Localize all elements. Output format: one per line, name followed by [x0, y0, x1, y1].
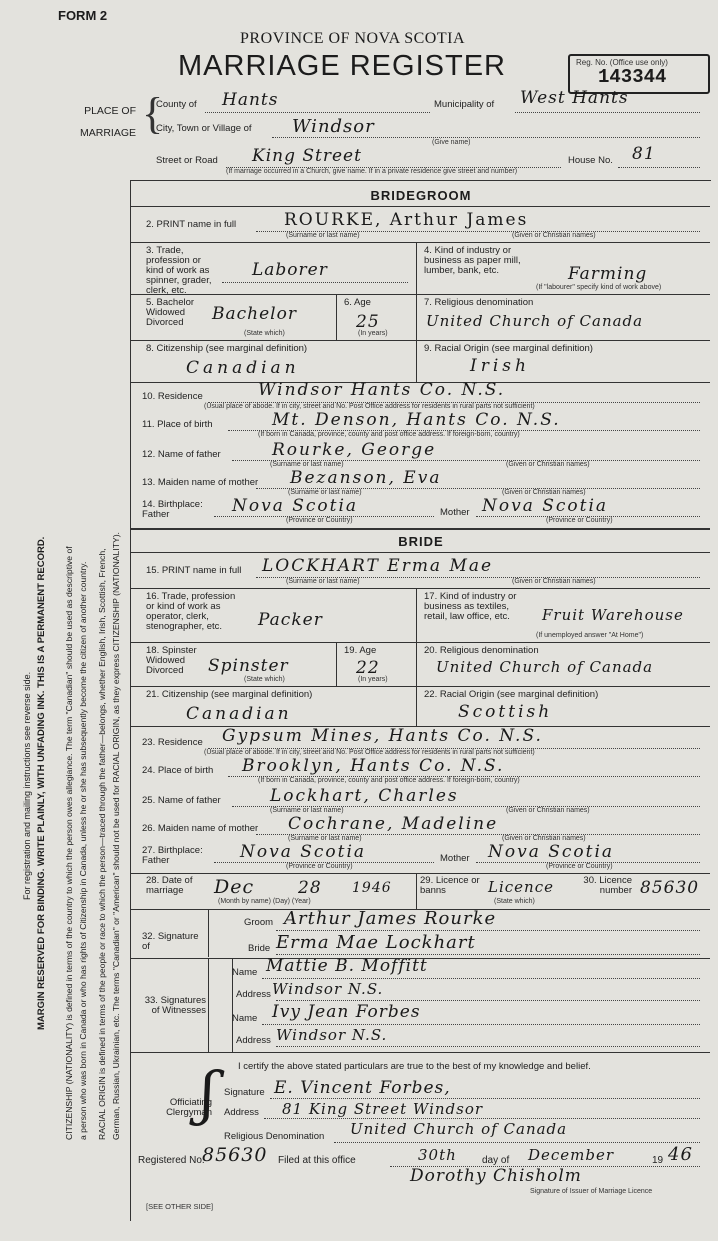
bride-state-note: (State which) [244, 676, 285, 683]
bride-status-label: 18. Spinster Widowed Divorced [146, 645, 197, 676]
house-value: 81 [632, 144, 656, 164]
groom-religion-label: 7. Religious denomination [424, 297, 534, 308]
bride-mother-label: 26. Maiden name of mother [142, 823, 259, 834]
clergyman-label: Officiating Clergyman [166, 1097, 212, 1118]
municipality-label: Municipality of [434, 99, 495, 110]
groom-residence-value: Windsor Hants Co. N.S. [258, 380, 506, 400]
bride-birth-label: 24. Place of birth [142, 765, 214, 776]
filed-month-value: December [528, 1146, 615, 1164]
bride-age-label: 19. Age [344, 645, 377, 656]
city-label: City, Town or Village of [156, 123, 252, 134]
groom-bp-father-note: (Province or Country) [286, 517, 353, 524]
page-title: MARRIAGE REGISTER [178, 50, 506, 82]
bride-mother-given-note: (Given or Christian names) [502, 835, 586, 842]
bride-signature: Erma Mae Lockhart [276, 932, 476, 953]
bride-name-value: LOCKHART Erma Mae [262, 556, 494, 576]
w1-name-value: Mattie B. Moffitt [266, 956, 428, 976]
groom-birthplace-label: 14. Birthplace: Father [142, 499, 203, 520]
groom-residence-note: (Usual place of abode. If in city, street and No. Post Office address for residents in rural parts not sufficient) [204, 403, 535, 410]
w1-address-label: Address [236, 989, 271, 1000]
margin-racial-2: German, Russian, Ukrainian, etc. The terms "Canadian" or "American" should not be used for RACIAL ORIGIN, as they express CITIZENSHIP (NATIONALITY). [111, 532, 121, 1140]
bride-residence-value: Gypsum Mines, Hants Co. N.S. [222, 726, 543, 746]
groom-years-note: (In years) [358, 330, 388, 337]
bride-bp-mother-value: Nova Scotia [488, 842, 615, 862]
clergy-denomination-label: Religious Denomination [224, 1131, 325, 1142]
bride-father-surname-note: (Surname or last name) [270, 807, 344, 814]
groom-given-note: (Given or Christian names) [512, 232, 596, 239]
groom-mother-label: 13. Maiden name of mother [142, 477, 259, 488]
marriage-date-note: (Month by name) (Day) (Year) [218, 898, 311, 905]
bride-given-note: (Given or Christian names) [512, 578, 596, 585]
clergy-signature-value: E. Vincent Forbes, [274, 1078, 451, 1098]
bride-industry-note: (If unemployed answer "At Home") [536, 632, 644, 639]
groom-status-label: 5. Bachelor Widowed Divorced [146, 297, 195, 328]
county-value: Hants [222, 90, 279, 110]
reg-no-label: Reg. No. (Office use only) [576, 58, 668, 67]
city-value: Windsor [292, 116, 375, 137]
form-number: FORM 2 [58, 8, 108, 23]
w2-name-label: Name [232, 1013, 258, 1024]
bride-sign-label: Bride [248, 943, 271, 954]
place-label: PLACE OF MARRIAGE [79, 105, 136, 139]
bride-mother-value: Cochrane, Madeline [288, 814, 499, 834]
margin-binding-note: MARGIN RESERVED FOR BINDING. WRITE PLAINLY, WITH UNFADING INK. THIS IS A PERMANENT RECORD. [36, 536, 47, 1030]
licence-number-value: 85630 [640, 878, 700, 898]
street-label: Street or Road [156, 155, 218, 166]
w1-address-value: Windsor N.S. [272, 980, 384, 998]
bride-age-value: 22 [356, 658, 380, 678]
place-note: (If marriage occurred in a Church, give name. If in a private residence give street and number) [226, 168, 518, 175]
groom-father-surname-note: (Surname or last name) [270, 461, 344, 468]
bride-religion-value: United Church of Canada [436, 658, 654, 676]
groom-industry-note: (If "labourer" specify kind of work above) [536, 284, 662, 291]
bride-father-given-note: (Given or Christian names) [506, 807, 590, 814]
licence-state-note: (State which) [494, 898, 535, 905]
groom-citizenship-label: 8. Citizenship (see marginal definition) [146, 343, 308, 354]
groom-racial-value: Irish [470, 356, 530, 376]
bride-citizenship-value: Canadian [186, 704, 292, 724]
w2-name-value: Ivy Jean Forbes [272, 1002, 421, 1022]
groom-bp-mother-value: Nova Scotia [482, 496, 609, 516]
clergy-address-label: Address [224, 1107, 259, 1118]
street-value: King Street [252, 146, 362, 166]
bride-surname-note: (Surname or last name) [286, 578, 360, 585]
bride-industry-value: Fruit Warehouse [542, 606, 684, 624]
year-prefix: 19 [652, 1155, 664, 1166]
bride-religion-label: 20. Religious denomination [424, 645, 539, 656]
issuer-signature: Dorothy Chisholm [410, 1166, 582, 1186]
province-heading: PROVINCE OF NOVA SCOTIA [240, 30, 466, 47]
groom-birth-value: Mt. Denson, Hants Co. N.S. [272, 410, 561, 430]
signature-of-label: 32. Signature of [142, 931, 199, 952]
reg-no-value: 143344 [598, 66, 667, 88]
bride-heading: BRIDE [398, 534, 444, 549]
clergy-signature-label: Signature [224, 1087, 265, 1098]
clergy-address-value: 81 King Street Windsor [282, 1100, 484, 1118]
bride-racial-value: Scottish [458, 702, 553, 722]
witnesses-label: 33. Signatures of Witnesses [144, 995, 206, 1016]
groom-bp-father-value: Nova Scotia [232, 496, 359, 516]
clergy-flourish: ʃ [200, 1059, 217, 1127]
bride-years-note: (In years) [358, 676, 388, 683]
issuer-label: Signature of Issuer of Marriage Licence [530, 1188, 653, 1195]
w1-name-label: Name [232, 967, 258, 978]
marriage-date-label: 28. Date of marriage [146, 875, 193, 896]
bride-name-label: 15. PRINT name in full [146, 565, 242, 576]
bride-bp-father-value: Nova Scotia [240, 842, 367, 862]
certify-text: I certify the above stated particulars are true to the best of my knowledge and belief. [238, 1061, 591, 1072]
bride-citizenship-label: 21. Citizenship (see marginal definition) [146, 689, 313, 700]
groom-mother-given-note: (Given or Christian names) [502, 489, 586, 496]
groom-trade-value: Laborer [252, 260, 328, 280]
groom-name-value: ROURKE, Arthur James [284, 210, 529, 230]
groom-bp-mother-label: Mother [440, 507, 470, 518]
bride-racial-label: 22. Racial Origin (see marginal definition) [424, 689, 599, 700]
filed-year-value: 46 [668, 1144, 693, 1165]
groom-sign-label: Groom [244, 917, 274, 928]
margin-racial-1: RACIAL ORIGIN is defined in terms of the people or race to which the person—traced through the father—belongs, whether English, Irish, Scottish, French, [97, 548, 107, 1140]
bride-trade-label: 16. Trade, profession or kind of work as operator, clerk, stenographer, etc. [146, 591, 236, 632]
groom-father-given-note: (Given or Christian names) [506, 461, 590, 468]
licence-value: Licence [488, 878, 554, 896]
bride-industry-label: 17. Kind of industry or business as textiles, retail, law office, etc. [424, 591, 517, 622]
bride-birthplace-label: 27. Birthplace: Father [142, 845, 203, 866]
bride-mother-surname-note: (Surname or last name) [288, 835, 362, 842]
margin-instructions-note: For registration and mailing instructions see reverse side. [22, 671, 32, 900]
w2-address-value: Windsor N.S. [276, 1026, 388, 1044]
groom-father-label: 12. Name of father [142, 449, 221, 460]
groom-citizenship-value: Canadian [186, 358, 300, 378]
brace: { [142, 89, 164, 138]
groom-mother-value: Bezanson, Eva [290, 468, 442, 488]
bride-bp-father-note: (Province or Country) [286, 863, 353, 870]
groom-racial-label: 9. Racial Origin (see marginal definition) [424, 343, 593, 354]
bride-trade-value: Packer [258, 610, 323, 630]
clergy-denomination-value: United Church of Canada [350, 1120, 568, 1138]
filed-day-value: 30th [418, 1146, 457, 1164]
bride-bp-mother-label: Mother [440, 853, 470, 864]
marriage-month-value: Dec [214, 876, 255, 898]
house-label: House No. [568, 155, 613, 166]
groom-bp-mother-note: (Province or Country) [546, 517, 613, 524]
bride-residence-label: 23. Residence [142, 737, 203, 748]
groom-residence-label: 10. Residence [142, 391, 203, 402]
groom-state-note: (State which) [244, 330, 285, 337]
groom-mother-surname-note: (Surname or last name) [288, 489, 362, 496]
marriage-year-value: 1946 [352, 880, 392, 896]
bride-birth-note: (If born in Canada, province, county and post office address. If foreign-born, country) [258, 777, 520, 784]
give-name-note: (Give name) [432, 139, 471, 146]
licence-label: 29. Licence or banns [420, 875, 480, 896]
groom-industry-label: 4. Kind of industry or business as paper mill, lumber, bank, etc. [424, 245, 521, 276]
bride-father-label: 25. Name of father [142, 795, 221, 806]
groom-father-value: Rourke, George [272, 440, 437, 460]
day-of-label: day of [482, 1155, 510, 1166]
bride-bp-mother-note: (Province or Country) [546, 863, 613, 870]
municipality-value: West Hants [520, 88, 629, 108]
groom-name-label: 2. PRINT name in full [146, 219, 237, 230]
groom-status-value: Bachelor [212, 304, 297, 324]
w2-address-label: Address [236, 1035, 271, 1046]
county-label: County of [156, 99, 197, 110]
licence-number-label: 30. Licence number [583, 875, 632, 896]
margin-citizenship-2: a person who was born in Canada or who has rights of Citizenship in Canada, unless he or she has subsequently become the citizen of another country. [78, 561, 88, 1140]
filed-label: Filed at this office [278, 1155, 356, 1166]
groom-religion-value: United Church of Canada [426, 312, 644, 330]
margin-citizenship-1: CITIZENSHIP (NATIONALITY) is defined in terms of the country to which the person owes allegiance. The term "Canadian" should be used as descriptive of [64, 546, 74, 1140]
groom-industry-value: Farming [568, 264, 648, 284]
registered-no-value: 85630 [202, 1144, 268, 1166]
groom-birth-label: 11. Place of birth [142, 419, 213, 430]
groom-signature: Arthur James Rourke [284, 908, 497, 929]
groom-age-label: 6. Age [344, 297, 371, 308]
bride-residence-note: (Usual place of abode. If in city, street and No. Post Office address for residents in rural parts not sufficient) [204, 749, 535, 756]
groom-trade-label: 3. Trade, profession or kind of work as spinner, grader, clerk, etc. [146, 245, 212, 296]
bride-father-value: Lockhart, Charles [270, 786, 459, 806]
groom-birth-note: (If born in Canada, province, county and post office address. If foreign-born, country) [258, 431, 520, 438]
see-other-side: [SEE OTHER SIDE] [146, 1202, 214, 1211]
marriage-day-value: 28 [298, 878, 322, 898]
bride-status-value: Spinster [208, 656, 289, 676]
bride-birth-value: Brooklyn, Hants Co. N.S. [242, 756, 505, 776]
registered-no-label: Registered No. [138, 1155, 205, 1166]
groom-age-value: 25 [356, 312, 380, 332]
bridegroom-heading: BRIDEGROOM [370, 188, 472, 203]
groom-surname-note: (Surname or last name) [286, 232, 360, 239]
